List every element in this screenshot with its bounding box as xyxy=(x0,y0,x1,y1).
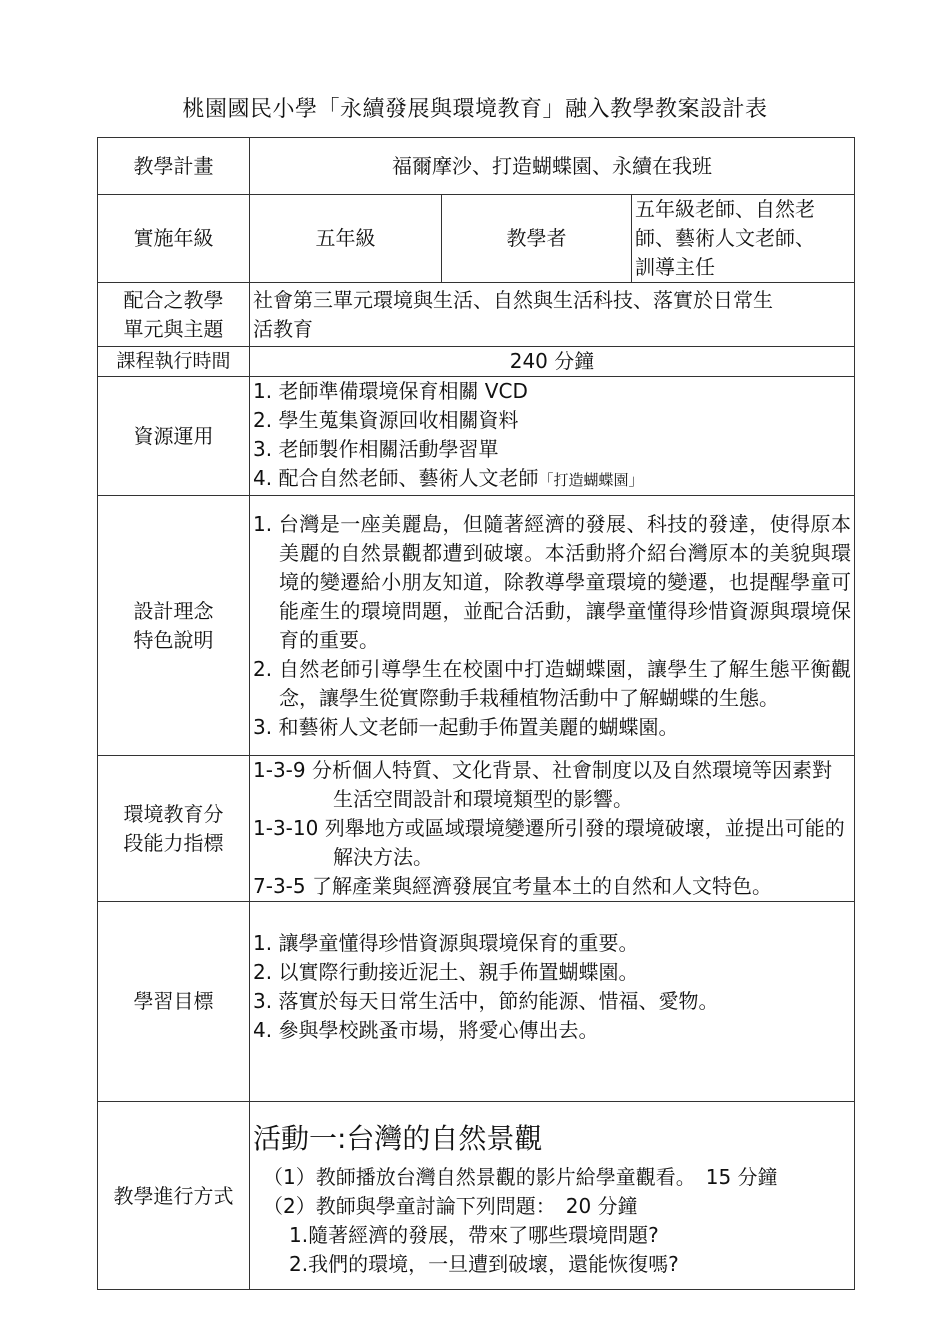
list-item xyxy=(253,464,851,495)
list-item: 2. 學生蒐集資源回收相關資料 xyxy=(253,408,519,432)
teacher-label: 教學者 xyxy=(442,195,632,283)
list-item: 2. 自然老師引導學生在校園中打造蝴蝶園，讓學生了解生態平衡觀念，讓學生從實際動手栽種植物活動中了解蝴蝶的生態。 xyxy=(253,656,851,710)
plan-value: 福爾摩沙、打造蝴蝶園、永續在我班 xyxy=(250,138,855,195)
row-resources xyxy=(98,377,855,496)
list-item: 4. 參與學校跳蚤市場，將愛心傳出去。 xyxy=(253,1018,599,1042)
unit-label-line: 配合之教學 xyxy=(123,287,224,312)
resources-list xyxy=(250,377,855,496)
lesson-plan-table xyxy=(97,137,855,1290)
list-item: 1. 讓學童懂得珍惜資源與環境保育的重要。 xyxy=(253,931,639,955)
list-item: 2. 以實際行動接近泥土、親手佈置蝴蝶園。 xyxy=(253,960,639,984)
list-item: 3. 和藝術人文老師一起動手佈置美麗的蝴蝶園。 xyxy=(253,714,679,739)
grade-label: 實施年級 xyxy=(98,195,250,283)
plan-label: 教學計畫 xyxy=(98,138,250,195)
time-value: 240 分鐘 xyxy=(250,347,855,377)
indicators-label-line: 段能力指標 xyxy=(123,830,224,855)
list-item: 1. 台灣是一座美麗島，但隨著經濟的發展、科技的發達，使得原本美麗的自然景觀都遭到破壞。本活動將介紹台灣原本的美貌與環境的變遷給小朋友知道，除教導學童環境的變遷，也提醒學童可能產生的環境問題，並配合活動，讓學童懂得珍惜資源與環境保育的重要。 xyxy=(253,511,851,652)
time-label: 課程執行時間 xyxy=(98,347,250,377)
grade-value: 五年級 xyxy=(250,195,442,283)
page-title: 桃園國民小學「永續發展與環境教育」融入教學教案設計表 xyxy=(182,97,768,122)
indicators-label xyxy=(98,756,250,902)
unit-value xyxy=(250,283,855,347)
row-method xyxy=(98,1102,855,1290)
teacher-line: 五年級老師、自然老 xyxy=(635,197,815,221)
row-time xyxy=(98,347,855,377)
teacher-line: 訓導主任 xyxy=(635,255,715,279)
goals-list xyxy=(250,902,855,1102)
list-item-text: 4. 配合自然老師、藝術人文老師 xyxy=(253,466,539,490)
row-indicators xyxy=(98,756,855,902)
design-list xyxy=(250,496,855,756)
teacher-line: 師、藝術人文老師、 xyxy=(635,226,815,250)
method-content xyxy=(250,1102,855,1290)
list-item: 3. 老師製作相關活動學習單 xyxy=(253,437,499,461)
unit-value-line: 活教育 xyxy=(253,316,313,341)
row-unit xyxy=(98,283,855,347)
indicators-label-line: 環境教育分 xyxy=(123,801,224,826)
design-label-line: 設計理念 xyxy=(133,598,214,623)
row-design xyxy=(98,496,855,756)
indicator-item: 1-3-10 列舉地方或區域環境變遷所引發的環境破壞，並提出可能的解決方法。 xyxy=(253,816,845,869)
method-step: （1）教師播放台灣自然景觀的影片給學童觀看。 15 分鐘 xyxy=(263,1164,778,1189)
discussion-question: 1.隨著經濟的發展，帶來了哪些環境問題? xyxy=(289,1222,659,1247)
design-label-line: 特色說明 xyxy=(133,627,214,652)
row-plan xyxy=(98,138,855,195)
list-item: 1. 老師準備環境保育相關 VCD xyxy=(253,379,528,403)
list-item: 3. 落實於每天日常生活中，節約能源、惜福、愛物。 xyxy=(253,989,719,1013)
goals-label: 學習目標 xyxy=(98,902,250,1102)
unit-value-line: 社會第三單元環境與生活、自然與生活科技、落實於日常生 xyxy=(253,287,773,312)
list-item-suffix: 「打造蝴蝶園」 xyxy=(538,471,644,489)
method-label: 教學進行方式 xyxy=(98,1102,250,1290)
unit-label-line: 單元與主題 xyxy=(123,316,224,341)
row-grade xyxy=(98,195,855,283)
indicator-item: 1-3-9 分析個人特質、文化背景、社會制度以及自然環境等因素對生活空間設計和環境類型的影響。 xyxy=(253,758,832,811)
indicators-list xyxy=(250,756,855,902)
resources-label: 資源運用 xyxy=(98,377,250,496)
activity-title: 活動一:台灣的自然景觀 xyxy=(253,1121,543,1155)
discussion-question: 2.我們的環境，一旦遭到破壞，還能恢復嗎? xyxy=(289,1251,679,1276)
method-step: （2）教師與學童討論下列問題： 20 分鐘 xyxy=(263,1193,638,1218)
unit-label xyxy=(98,283,250,347)
teacher-value xyxy=(632,195,855,283)
row-goals xyxy=(98,902,855,1102)
design-label xyxy=(98,496,250,756)
indicator-item: 7-3-5 了解產業與經濟發展宜考量本土的自然和人文特色。 xyxy=(253,874,772,898)
